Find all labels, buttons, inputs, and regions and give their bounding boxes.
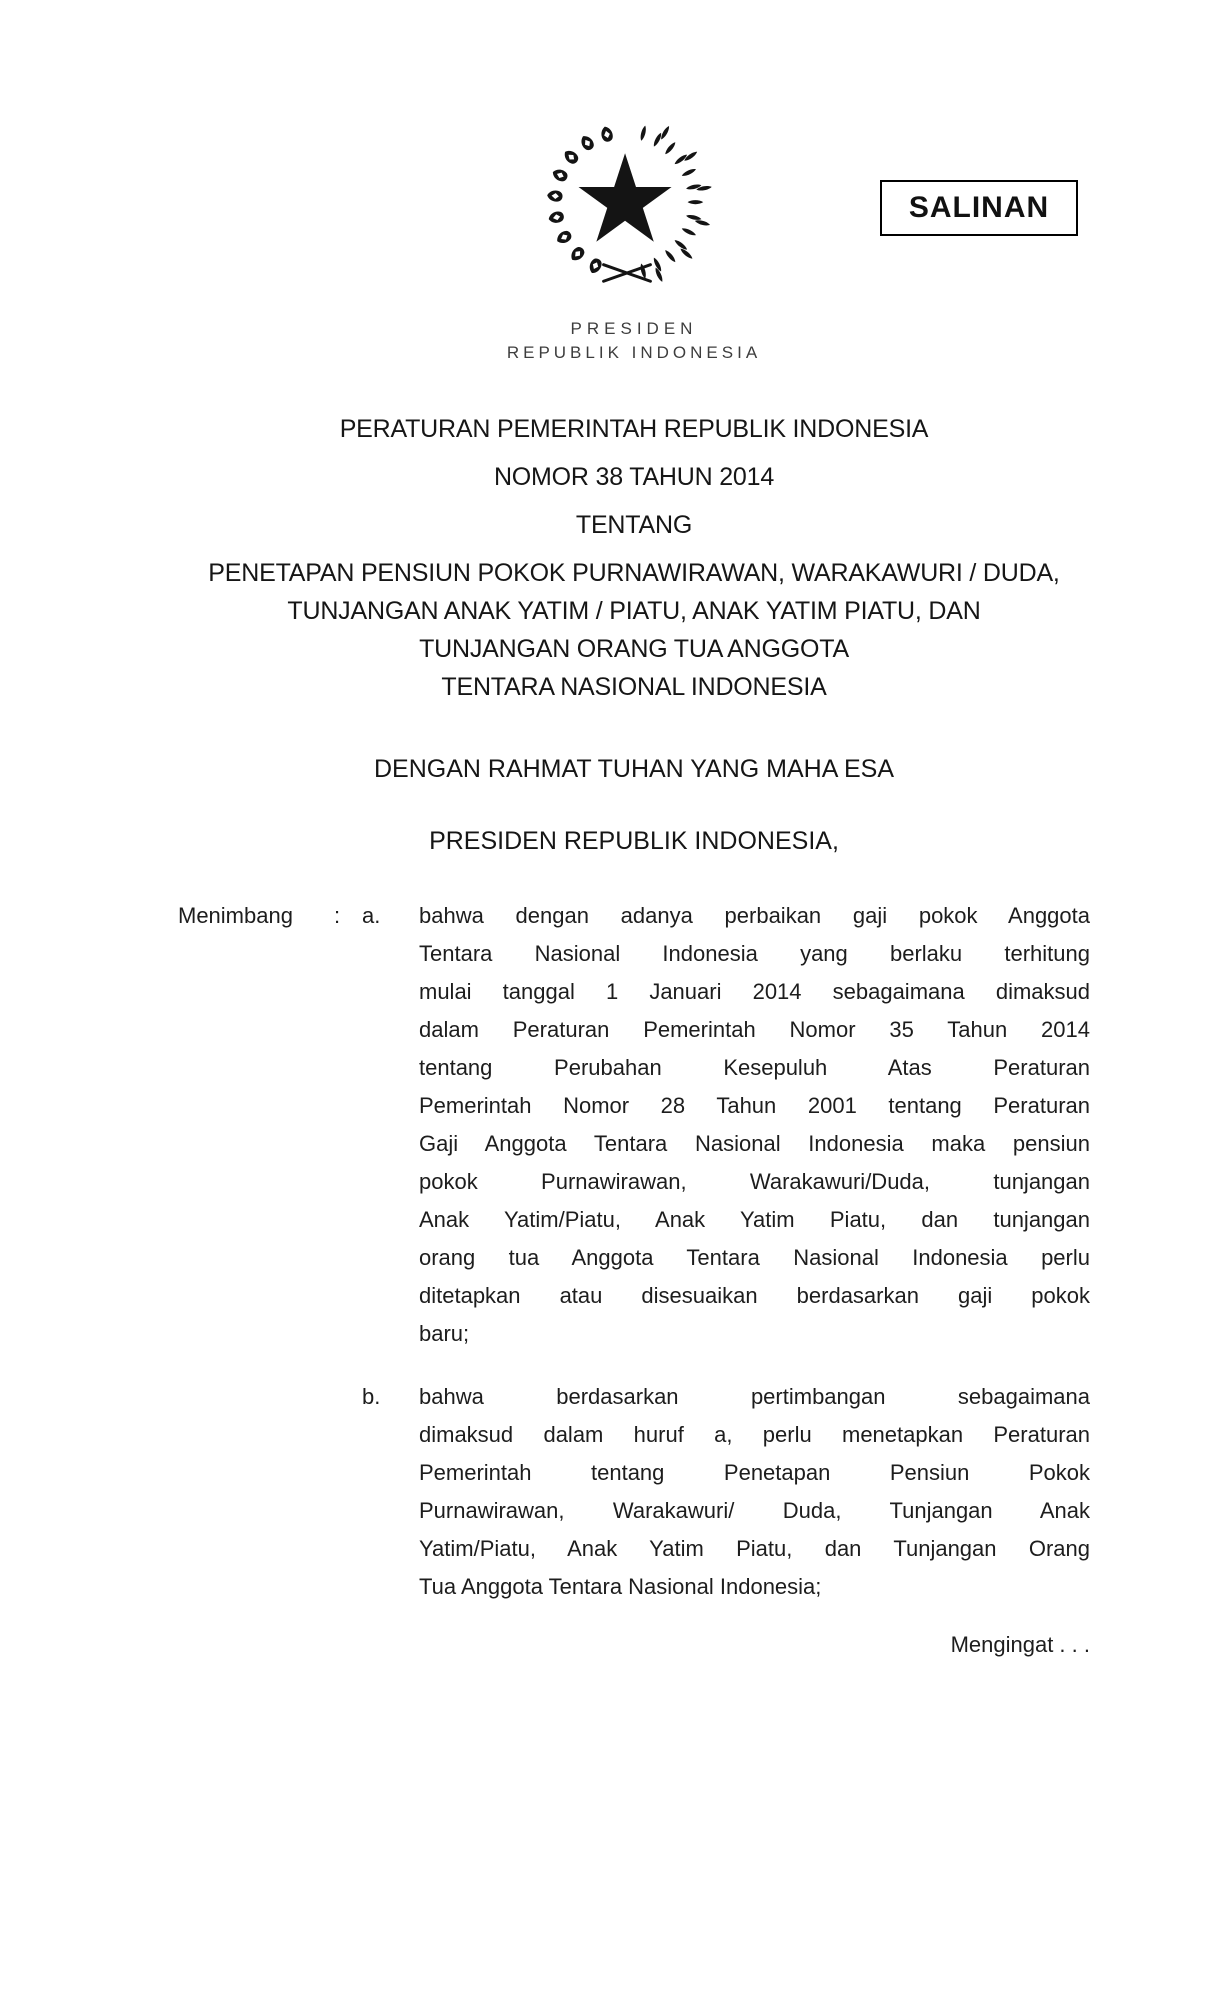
paragraph-line: dimaksud dalam huruf a, perlu menetapkan Peraturan: [419, 1422, 1090, 1447]
opening-line: PRESIDEN REPUBLIK INDONESIA,: [429, 827, 839, 855]
paragraph-line: Gaji Anggota Tentara Nasional Indonesia maka pensiun: [419, 1131, 1090, 1156]
paragraph-line: baru;: [419, 1321, 470, 1346]
paragraph-line: Anak Yatim/Piatu, Anak Yatim Piatu, dan tunjangan: [419, 1207, 1090, 1232]
continuation-note: Mengingat . . .: [950, 1632, 1090, 1657]
letterhead-presiden: PRESIDEN: [570, 319, 698, 338]
paragraph-line: bahwa berdasarkan pertimbangan sebagaimana: [419, 1384, 1090, 1409]
content-area: [178, 0, 1090, 2016]
item-marker-b: b.: [362, 1384, 381, 1409]
paragraph-b: [419, 1378, 1090, 1606]
paragraph-line: pokok Purnawirawan, Warakawuri/Duda, tunjangan: [419, 1169, 1090, 1194]
menimbang-colon: :: [334, 903, 341, 928]
paragraph-line: Tentara Nasional Indonesia yang berlaku terhitung: [419, 941, 1090, 966]
paragraph-line: Pemerintah tentang Penetapan Pensiun Pokok: [419, 1460, 1090, 1485]
item-marker-a: a.: [362, 903, 381, 928]
title-line-4: PENETAPAN PENSIUN POKOK PURNAWIRAWAN, WARAKAWURI / DUDA,: [208, 559, 1060, 587]
paragraph-line: dalam Peraturan Pemerintah Nomor 35 Tahun 2014: [419, 1017, 1090, 1042]
paragraph-line: ditetapkan atau disesuaikan berdasarkan gaji pokok: [419, 1283, 1090, 1308]
menimbang-label: Menimbang: [178, 903, 293, 928]
paragraph-line: Pemerintah Nomor 28 Tahun 2001 tentang Peraturan: [419, 1093, 1090, 1118]
paragraph-line: mulai tanggal 1 Januari 2014 sebagaimana dimaksud: [419, 979, 1090, 1004]
paragraph-line: tentang Perubahan Kesepuluh Atas Peraturan: [419, 1055, 1090, 1080]
consideration-item-a: [178, 897, 1090, 1353]
title-line-2: NOMOR 38 TAHUN 2014: [493, 463, 775, 491]
paragraph-line: Yatim/Piatu, Anak Yatim Piatu, dan Tunjangan Orang: [419, 1536, 1090, 1561]
motto-line: DENGAN RAHMAT TUHAN YANG MAHA ESA: [373, 755, 894, 783]
paragraph-a: [419, 897, 1090, 1353]
paragraph-line: bahwa dengan adanya perbaikan gaji pokok Anggota: [419, 903, 1090, 928]
title-line-5: TUNJANGAN ANAK YATIM / PIATU, ANAK YATIM PIATU, DAN: [287, 597, 981, 625]
consideration-item-b: [178, 1378, 1090, 1606]
paragraph-line: Tua Anggota Tentara Nasional Indonesia;: [419, 1574, 822, 1599]
title-line-7: TENTARA NASIONAL INDONESIA: [441, 673, 827, 701]
letterhead-republik-indonesia: REPUBLIK INDONESIA: [506, 343, 762, 362]
paragraph-line: orang tua Anggota Tentara Nasional Indonesia perlu: [419, 1245, 1090, 1270]
paragraph-line: Purnawirawan, Warakawuri/ Duda, Tunjangan Anak: [419, 1498, 1090, 1523]
salinan-label: SALINAN: [908, 191, 1050, 224]
title-line-3: TENTANG: [575, 511, 693, 539]
title-line-6: TUNJANGAN ORANG TUA ANGGOTA: [419, 635, 849, 663]
title-line-1: PERATURAN PEMERINTAH REPUBLIK INDONESIA: [339, 415, 929, 443]
